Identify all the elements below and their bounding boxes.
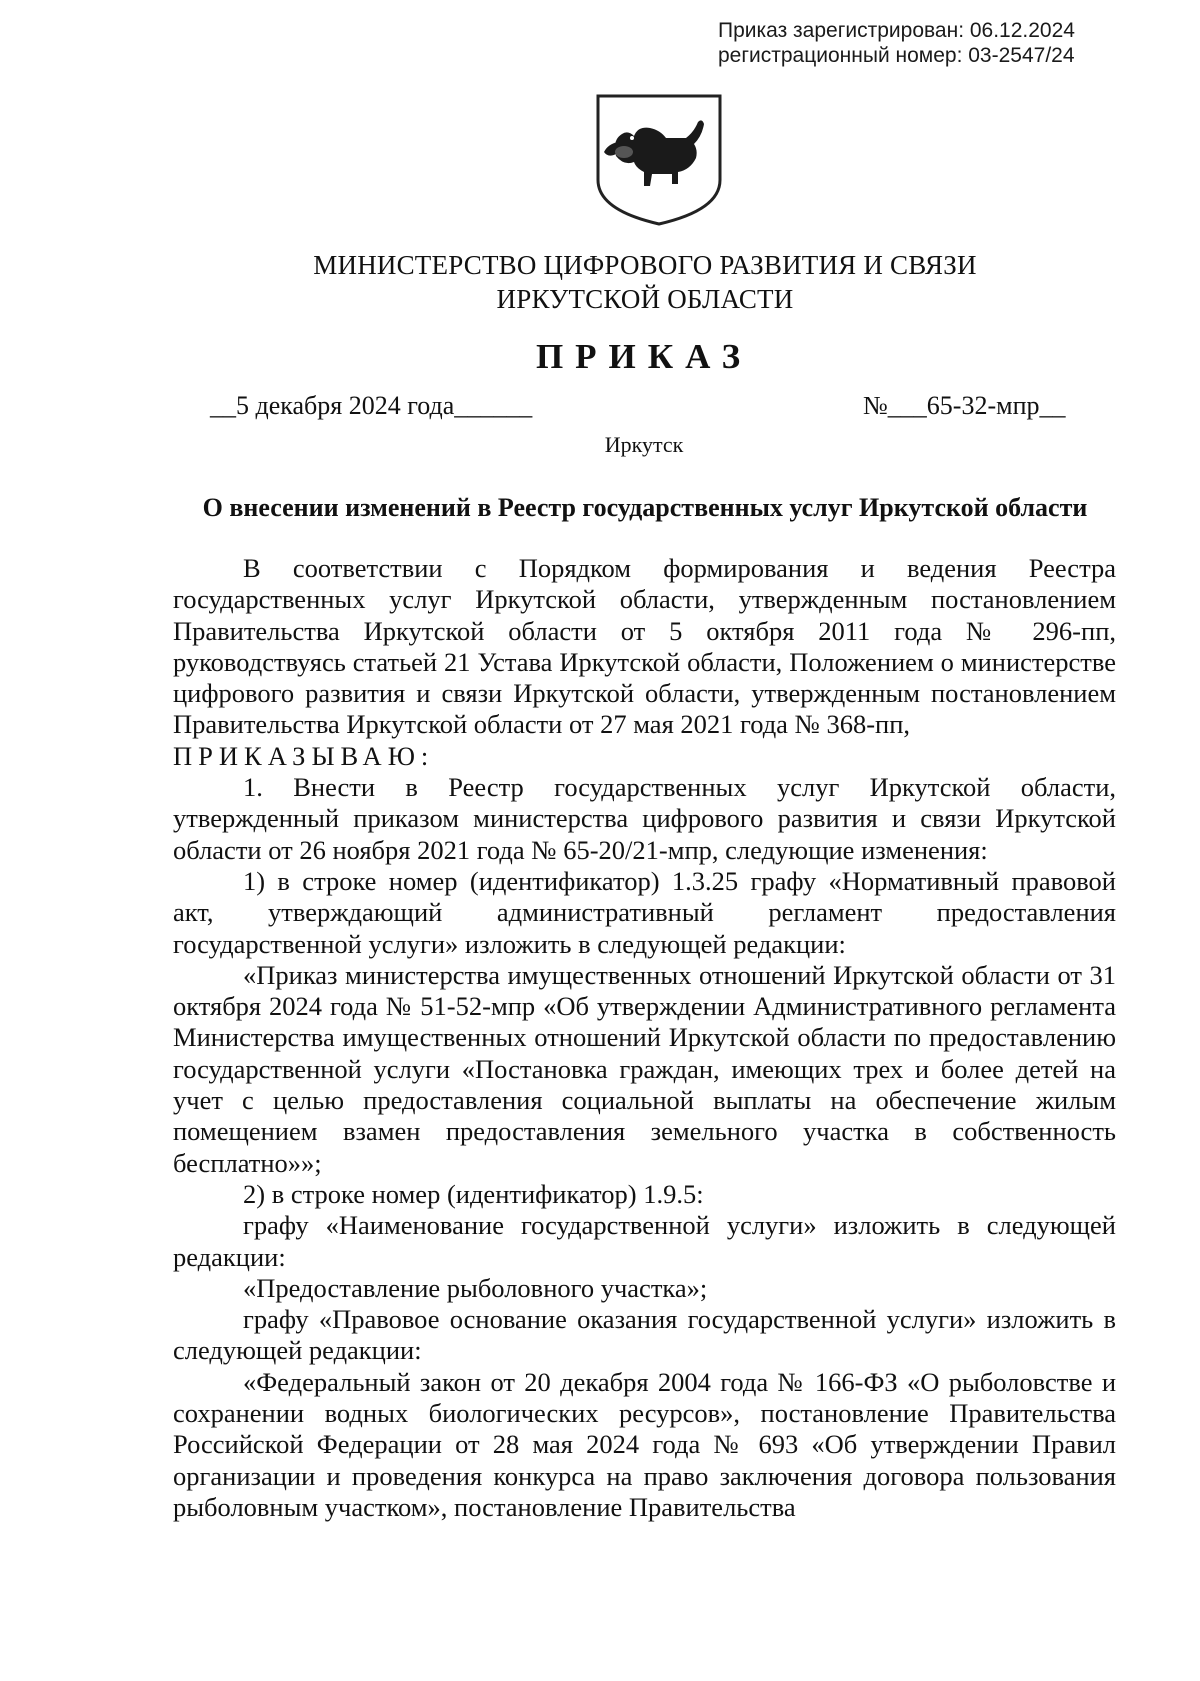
document-type-title: ПРИКАЗ (535, 337, 753, 376)
clause-1-2-legal-basis-quote: «Федеральный закон от 20 декабря 2004 года № 166-ФЗ «О рыболовстве и сохранении водных биологических ресурсов», постановление Правительства Российской Федерации от 28 мая 2024 года № 693 «Об утверждении Правил организации и проведения конкурса на право заключения договора пользования рыболовным участком», постановление Правительства (173, 1366, 1116, 1522)
ministry-name-line2: ИРКУТСКОЙ ОБЛАСТИ (496, 284, 794, 314)
ministry-name-line1: МИНИСТЕРСТВО ЦИФРОВОГО РАЗВИТИЯ И СВЯЗИ (313, 250, 977, 280)
irkutsk-coat-of-arms-icon (594, 92, 724, 228)
registration-number-line: регистрационный номер: 03-2547/24 (718, 44, 1075, 67)
registration-stamp (718, 18, 1148, 68)
clause-1-paragraph: 1. Внести в Реестр государственных услуг Иркутской области, утвержденный приказом министерства цифрового развития и связи Иркутской области от 26 ноября 2021 года № 65-20/21-мпр, следующие изменения: (173, 772, 1116, 865)
order-date: __5 декабря 2024 года______ (210, 391, 533, 420)
clause-1-1-quote: «Приказ министерства имущественных отношений Иркутской области от 31 октября 2024 года № 51-52-мпр «Об утверждении Административного регламента Министерства имущественных отношений Иркутской области по предоставлению государственной услуги «Постановка граждан, имеющих трех и более детей на учет с целью предоставления социальной выплаты на обеспечение жилым помещением взамен предоставления земельного участка в собственность бесплатно»»; (173, 959, 1116, 1178)
order-city: Иркутск (604, 432, 684, 457)
order-directive: ПРИКАЗЫВАЮ: (173, 740, 435, 771)
clause-1-2-paragraph: 2) в строке номер (идентификатор) 1.9.5: (243, 1178, 704, 1209)
registration-date-line: Приказ зарегистрирован: 06.12.2024 (718, 19, 1075, 42)
ministry-name (150, 248, 1140, 316)
preamble-paragraph: В соответствии с Порядком формирования и ведения Реестра государственных услуг Иркутской области, утвержденным постановлением Правительства Иркутской области от 5 октября 2011 года № 296-пп, руководствуясь статьей 21 Устава Иркутской области, Положением о министерстве цифрового развития и связи Иркутской области, утвержденным постановлением Правительства Иркутской области от 27 мая 2021 года № 368-пп, (173, 553, 1116, 740)
clause-1-1-paragraph: 1) в строке номер (идентификатор) 1.3.25 графу «Нормативный правовой акт, утверждающий административный регламент предоставления государственной услуги» изложить в следующей редакции: (173, 865, 1116, 959)
order-number: №___65-32-мпр__ (863, 391, 1066, 420)
clause-1-2-legal-basis-column: графу «Правовое основание оказания государственной услуги» изложить в следующей редакции: (173, 1304, 1116, 1366)
clause-1-2-name-column: графу «Наименование государственной услуги» изложить в следующей редакции: (173, 1210, 1116, 1272)
order-body (173, 553, 1116, 1523)
order-subject: О внесении изменений в Реестр государственных услуг Иркутской области (202, 493, 1088, 522)
clause-1-2-name-quote: «Предоставление рыболовного участка»; (243, 1272, 708, 1303)
